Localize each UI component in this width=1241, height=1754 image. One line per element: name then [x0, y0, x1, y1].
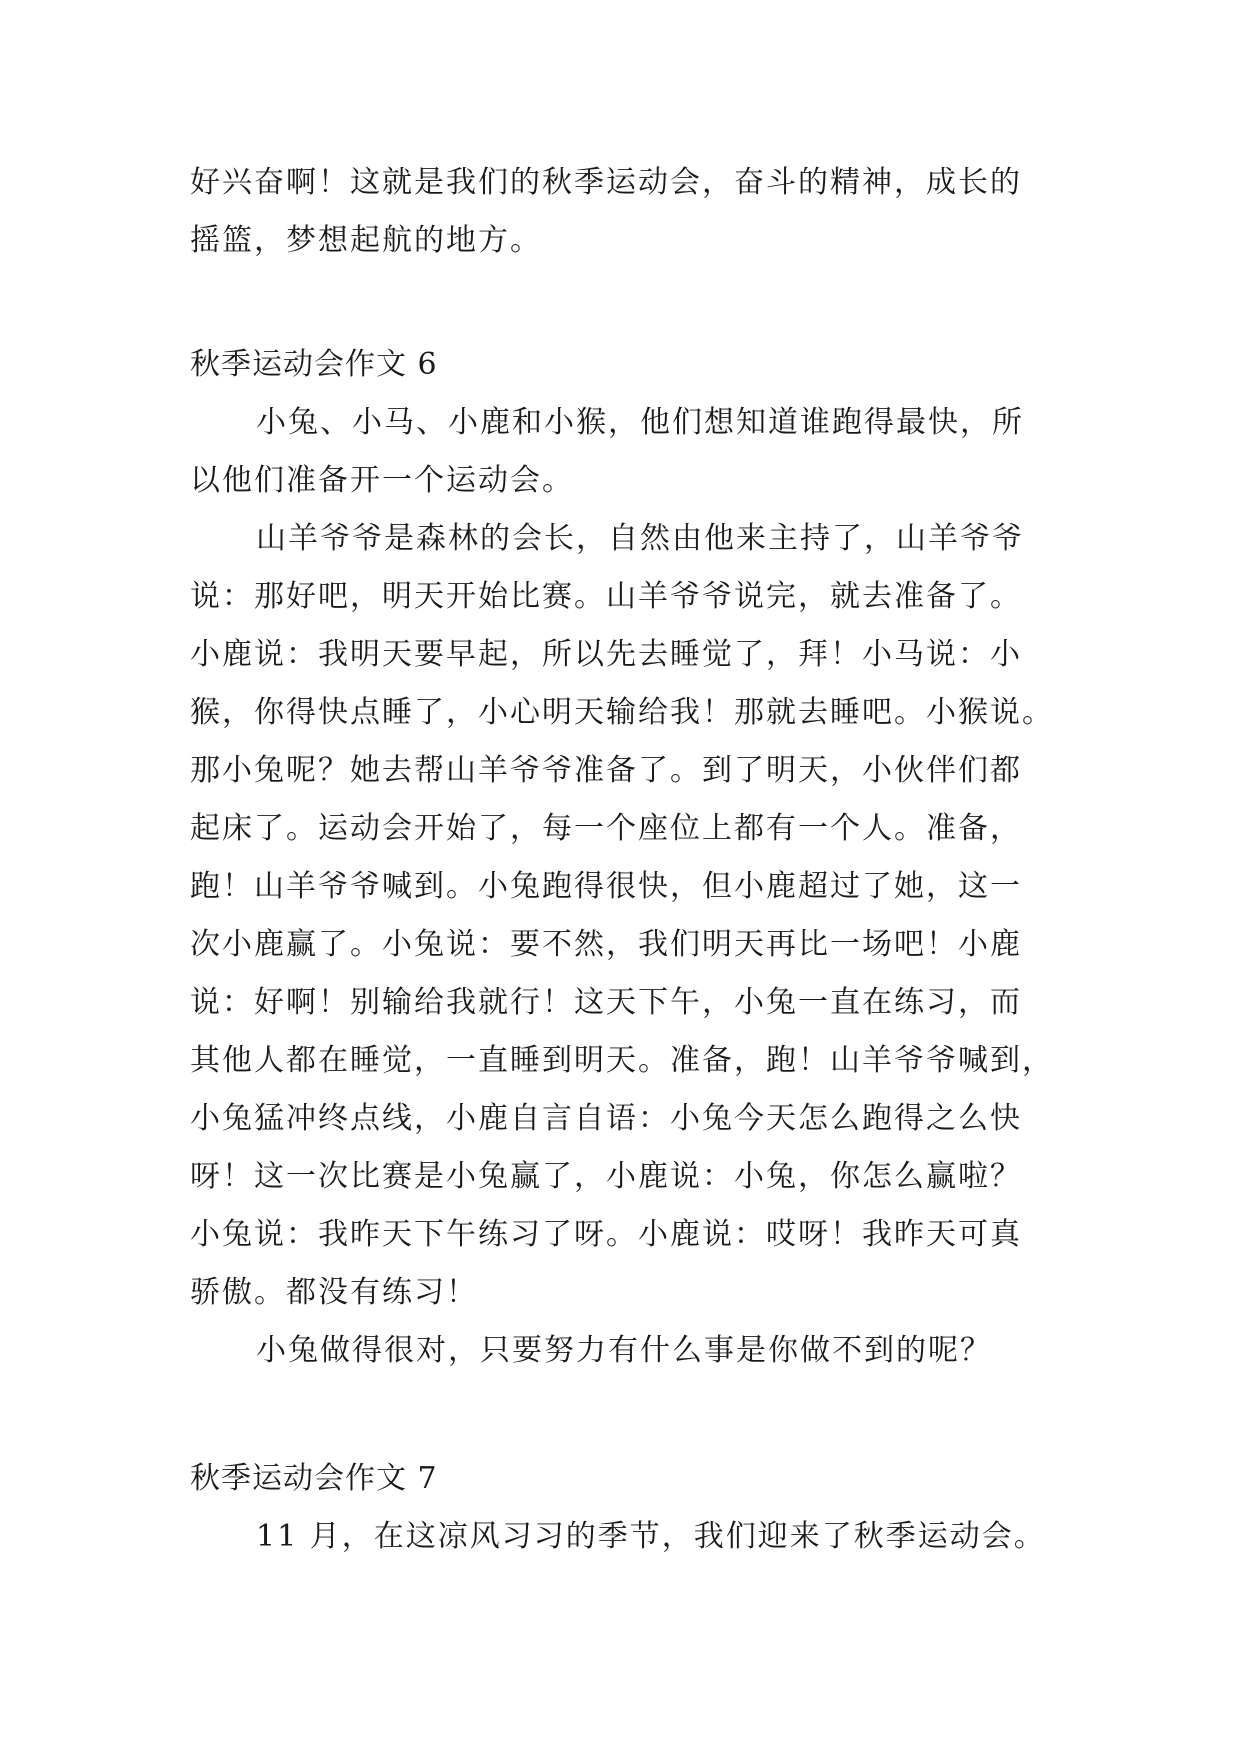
text-line: 骄傲。都没有练习！	[190, 1275, 478, 1310]
text-line: 呀！这一次比赛是小兔赢了，小鹿说：小兔，你怎么赢啦？	[190, 1159, 1022, 1194]
text-line: 那小兔呢？她去帮山羊爷爷准备了。到了明天，小伙伴们都	[190, 753, 1022, 788]
paragraph-first-line: 11 月，在这凉风习习的季节，我们迎来了秋季运动会。	[256, 1519, 1046, 1554]
essay-title: 秋季运动会作文 7	[190, 1461, 438, 1496]
essay-7	[190, 1450, 1070, 1566]
text-line: 其他人都在睡觉，一直睡到明天。准备，跑！山羊爷爷喊到，	[190, 1043, 1054, 1078]
text-line: 小兔说：我昨天下午练习了呀。小鹿说：哎呀！我昨天可真	[190, 1217, 1022, 1252]
text-line: 小兔猛冲终点线，小鹿自言自语：小兔今天怎么跑得之么快	[190, 1101, 1022, 1136]
essay-6	[190, 336, 1070, 1380]
text-line: 摇篮，梦想起航的地方。	[190, 223, 542, 258]
text-line: 说：那好吧，明天开始比赛。山羊爷爷说完，就去准备了。	[190, 579, 1022, 614]
text-line: 跑！山羊爷爷喊到。小兔跑得很快，但小鹿超过了她，这一	[190, 869, 1022, 904]
paragraph-first-line: 小兔做得很对，只要努力有什么事是你做不到的呢？	[256, 1333, 992, 1368]
paragraph-first-line: 小兔、小马、小鹿和小猴，他们想知道谁跑得最快，所	[256, 405, 1024, 440]
text-line: 以他们准备开一个运动会。	[190, 463, 574, 498]
text-line: 猴，你得快点睡了，小心明天输给我！那就去睡吧。小猴说。	[190, 695, 1054, 730]
text-line: 好兴奋啊！这就是我们的秋季运动会，奋斗的精神，成长的	[190, 165, 1022, 200]
text-line: 起床了。运动会开始了，每一个座位上都有一个人。准备，	[190, 811, 1022, 846]
paragraph-first-line: 山羊爷爷是森林的会长，自然由他来主持了，山羊爷爷	[256, 521, 1024, 556]
essay-title: 秋季运动会作文 6	[190, 347, 438, 382]
continuation-paragraph	[190, 154, 1070, 270]
text-line: 说：好啊！别输给我就行！这天下午，小兔一直在练习，而	[190, 985, 1022, 1020]
text-line: 次小鹿赢了。小兔说：要不然，我们明天再比一场吧！小鹿	[190, 927, 1022, 962]
text-line: 小鹿说：我明天要早起，所以先去睡觉了，拜！小马说：小	[190, 637, 1022, 672]
